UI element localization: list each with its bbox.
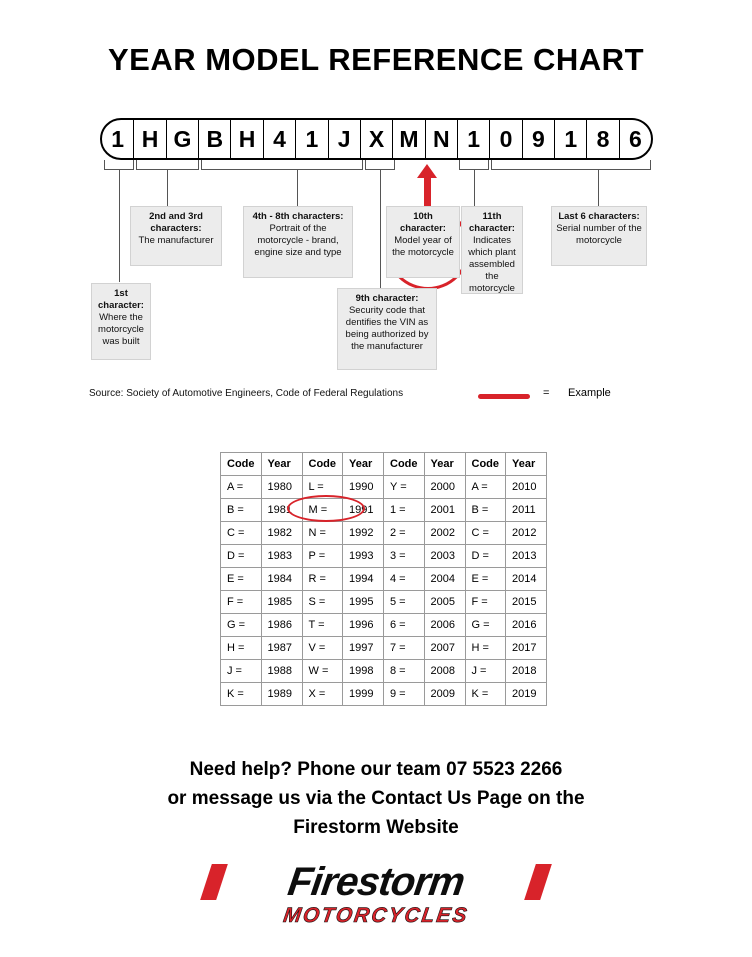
code-cell: T = — [302, 614, 343, 637]
vin-bar — [100, 118, 653, 160]
table-row — [221, 499, 547, 522]
firestorm-logo — [196, 858, 556, 934]
year-cell: 1980 — [261, 476, 302, 499]
code-cell: 7 = — [384, 637, 425, 660]
vin-char: 6 — [629, 125, 642, 152]
table-header-cell: Code — [302, 453, 343, 476]
page-title: YEAR MODEL REFERENCE CHART — [107, 42, 645, 77]
vin-char: B — [199, 120, 231, 158]
code-cell: 8 = — [384, 660, 425, 683]
year-cell: 1997 — [343, 637, 384, 660]
legend-equals: = — [543, 387, 550, 399]
table-row — [221, 545, 547, 568]
code-cell: 4 = — [384, 568, 425, 591]
year-cell: 1999 — [343, 683, 384, 706]
bracket-first-char — [104, 160, 134, 170]
leader-second-third-chars — [167, 170, 168, 206]
callout-second-third-characters — [130, 206, 222, 266]
year-cell: 2002 — [424, 522, 465, 545]
leader-fourth-eighth-chars — [297, 170, 298, 206]
year-cell: 2019 — [506, 683, 547, 706]
vin-char: 1 — [296, 120, 328, 158]
leader-last-six-chars — [598, 170, 599, 206]
year-cell: 1994 — [343, 568, 384, 591]
code-cell: B = — [221, 499, 262, 522]
year-cell: 2009 — [424, 683, 465, 706]
vin-char: 0 — [490, 120, 522, 158]
code-cell: S = — [302, 591, 343, 614]
callout-heading: 9th character: — [355, 293, 419, 304]
vin-char: 8 — [587, 120, 619, 158]
code-cell: F = — [221, 591, 262, 614]
callout-body: Indicates which plant assembled the motorcycle — [468, 235, 516, 294]
code-cell: A = — [221, 476, 262, 499]
leader-first-char — [119, 170, 120, 282]
table-header-cell: Year — [261, 453, 302, 476]
table-header-cell: Year — [343, 453, 384, 476]
bracket-second-third-chars — [136, 160, 199, 170]
year-cell: 2007 — [424, 637, 465, 660]
code-cell: P = — [302, 545, 343, 568]
year-cell: 1985 — [261, 591, 302, 614]
legend-example-swatch — [478, 394, 530, 399]
code-cell: K = — [221, 683, 262, 706]
year-cell: 1982 — [261, 522, 302, 545]
code-cell: E = — [465, 568, 506, 591]
year-cell: 1986 — [261, 614, 302, 637]
table-row — [221, 591, 547, 614]
year-cell: 2010 — [506, 476, 547, 499]
year-cell: 1987 — [261, 637, 302, 660]
year-cell: 2017 — [506, 637, 547, 660]
code-cell: H = — [221, 637, 262, 660]
code-cell: 6 = — [384, 614, 425, 637]
year-cell: 2000 — [424, 476, 465, 499]
code-cell: G = — [221, 614, 262, 637]
code-cell: 9 = — [384, 683, 425, 706]
vin-char: G — [167, 120, 199, 158]
code-cell: X = — [302, 683, 343, 706]
callout-heading: 4th - 8th characters: — [252, 211, 344, 222]
year-cell: 1984 — [261, 568, 302, 591]
code-cell: C = — [221, 522, 262, 545]
callout-body: Security code that dentifies the VIN as being authorized by the manufacturer — [345, 305, 429, 352]
table-header-cell: Code — [384, 453, 425, 476]
code-cell: M = — [302, 499, 343, 522]
callout-body: Portrait of the motorcycle - brand, engine size and type — [254, 223, 342, 258]
callout-heading: 10th character: — [400, 211, 446, 234]
code-cell: N = — [302, 522, 343, 545]
year-cell: 2004 — [424, 568, 465, 591]
year-cell: 2016 — [506, 614, 547, 637]
year-1991-highlight-circle — [287, 495, 365, 522]
callout-body: The manufacturer — [138, 235, 214, 246]
callout-body: Where the motorcycle was built — [98, 312, 144, 347]
vin-char: J — [329, 120, 361, 158]
vin-char: H — [134, 120, 166, 158]
year-cell: 2018 — [506, 660, 547, 683]
year-cell: 2005 — [424, 591, 465, 614]
year-cell: 2015 — [506, 591, 547, 614]
table-header-row — [221, 453, 547, 476]
table-row — [221, 568, 547, 591]
legend-example-label: Example — [568, 387, 611, 399]
year-cell: 1996 — [343, 614, 384, 637]
callout-body: Serial number of the motorcycle — [556, 223, 642, 246]
table-header-cell: Code — [465, 453, 506, 476]
help-line-3: Firestorm Website — [293, 817, 459, 838]
year-cell: 1991 — [343, 499, 384, 522]
vin-char: N — [426, 120, 458, 158]
code-cell: J = — [221, 660, 262, 683]
year-cell: 1993 — [343, 545, 384, 568]
callout-heading: 1st character: — [98, 288, 144, 311]
vin-char: 1 — [458, 120, 490, 158]
vin-char: 4 — [264, 120, 296, 158]
bracket-eleventh-char — [459, 160, 489, 170]
table-header-cell: Year — [424, 453, 465, 476]
code-cell: B = — [465, 499, 506, 522]
code-cell: K = — [465, 683, 506, 706]
bracket-last-six-chars — [491, 160, 651, 170]
code-cell: H = — [465, 637, 506, 660]
table-row — [221, 476, 547, 499]
code-cell: L = — [302, 476, 343, 499]
callout-fourth-eighth-characters — [243, 206, 353, 278]
callout-first-character — [91, 283, 151, 360]
callout-tenth-character — [386, 206, 460, 278]
table-header-cell: Code — [221, 453, 262, 476]
logo-wordmark: Firestorm — [285, 860, 467, 904]
vin-char: 9 — [523, 120, 555, 158]
callout-body: Model year of the motorcycle — [392, 235, 454, 258]
callout-heading: 2nd and 3rd characters: — [149, 211, 203, 234]
year-cell: 1998 — [343, 660, 384, 683]
table-header-cell: Year — [506, 453, 547, 476]
table-row — [221, 660, 547, 683]
vin-char: H — [231, 120, 263, 158]
year-cell: 2003 — [424, 545, 465, 568]
leader-eleventh-char — [474, 170, 475, 206]
year-cell: 2011 — [506, 499, 547, 522]
code-cell: E = — [221, 568, 262, 591]
help-line-2: or message us via the Contact Us Page on the — [167, 788, 585, 809]
vin-char: X — [361, 120, 393, 158]
code-cell: Y = — [384, 476, 425, 499]
code-cell: V = — [302, 637, 343, 660]
code-cell: 3 = — [384, 545, 425, 568]
year-cell: 1989 — [261, 683, 302, 706]
code-cell: R = — [302, 568, 343, 591]
year-cell: 2012 — [506, 522, 547, 545]
year-code-table — [220, 452, 547, 706]
table-row — [221, 614, 547, 637]
code-cell: J = — [465, 660, 506, 683]
year-cell: 2001 — [424, 499, 465, 522]
vin-char: 1 — [555, 120, 587, 158]
callout-eleventh-character — [461, 206, 523, 294]
callout-heading: Last 6 characters: — [558, 211, 640, 222]
code-cell: C = — [465, 522, 506, 545]
year-cell: 2006 — [424, 614, 465, 637]
table-row — [221, 683, 547, 706]
year-cell: 1981 — [261, 499, 302, 522]
code-cell: D = — [465, 545, 506, 568]
year-cell: 2014 — [506, 568, 547, 591]
model-year-arrow-head — [417, 164, 437, 178]
table-row — [221, 522, 547, 545]
source-note: Source: Society of Automotive Engineers, Code of Federal Regulations — [89, 388, 404, 399]
code-cell: G = — [465, 614, 506, 637]
bracket-ninth-char — [365, 160, 395, 170]
code-cell: D = — [221, 545, 262, 568]
callout-heading: 11th character: — [469, 211, 515, 234]
code-cell: W = — [302, 660, 343, 683]
code-cell: 5 = — [384, 591, 425, 614]
year-cell: 1995 — [343, 591, 384, 614]
logo-subtitle: MOTORCYCLES — [281, 904, 471, 927]
year-cell: 2008 — [424, 660, 465, 683]
help-line-1: Need help? Phone our team 07 5523 2266 — [189, 759, 563, 780]
code-cell: A = — [465, 476, 506, 499]
table-row — [221, 637, 547, 660]
leader-ninth-char — [380, 170, 381, 288]
year-cell: 1990 — [343, 476, 384, 499]
code-cell: F = — [465, 591, 506, 614]
year-cell: 1992 — [343, 522, 384, 545]
callout-last-six-characters — [551, 206, 647, 266]
help-text — [0, 755, 752, 842]
vin-char: M — [393, 120, 425, 158]
code-cell: 2 = — [384, 522, 425, 545]
year-cell: 2013 — [506, 545, 547, 568]
bracket-fourth-eighth-chars — [201, 160, 363, 170]
vin-char: 1 — [102, 120, 134, 158]
callout-ninth-character — [337, 288, 437, 370]
code-cell: 1 = — [384, 499, 425, 522]
year-cell: 1983 — [261, 545, 302, 568]
year-cell: 1988 — [261, 660, 302, 683]
